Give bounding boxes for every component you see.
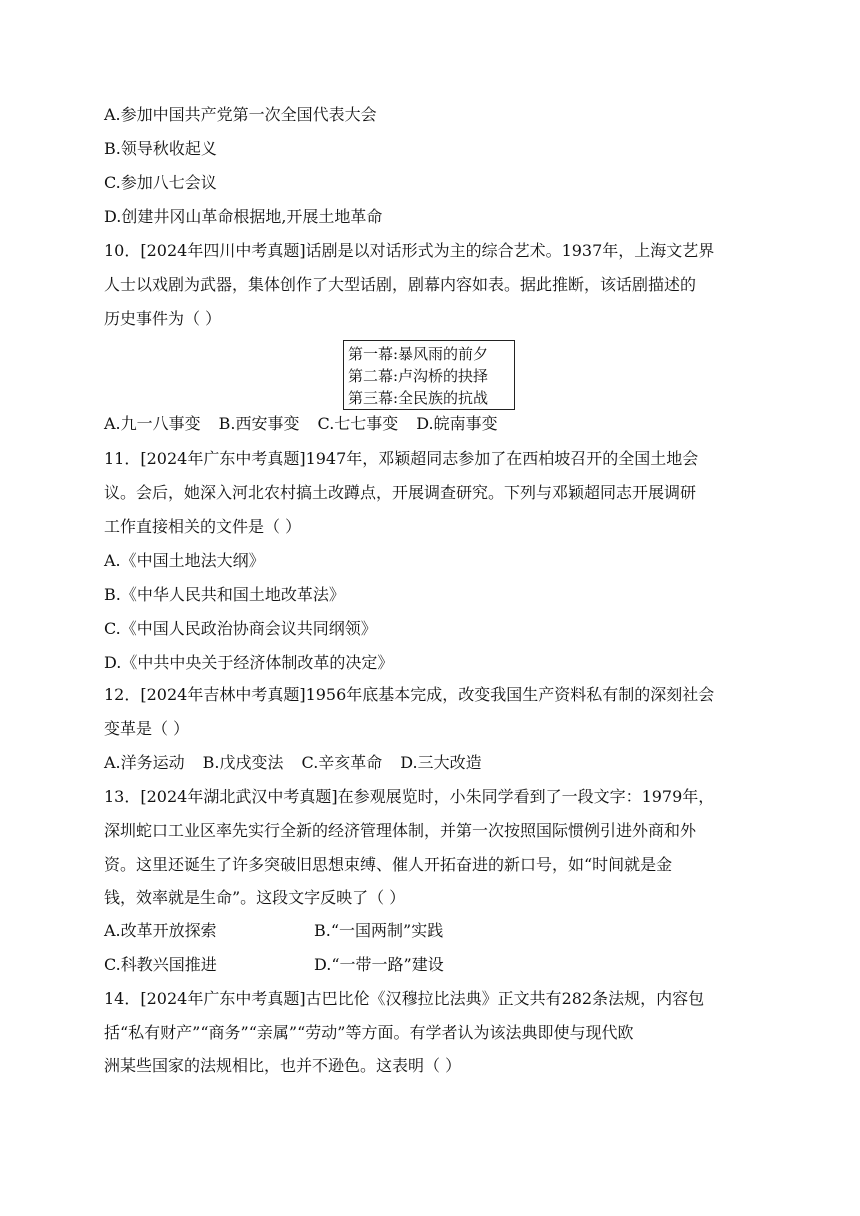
q9-option-d: D.创建井冈山革命根据地,开展土地革命 <box>104 207 383 226</box>
q14-stem-line-2: 括“私有财产”“商务”“亲属”“劳动”等方面。有学者认为该法典即使与现代欧 <box>104 1023 634 1042</box>
q11-option-d: D.《中共中央关于经济体制改革的决定》 <box>104 653 394 672</box>
q13-option-a: A.改革开放探索 <box>104 921 217 940</box>
q11-stem-line-1: 11．[2024年广东中考真题]1947年，邓颖超同志参加了在西柏坡召开的全国土地会 <box>104 449 699 468</box>
q10-stem-line-3: 历史事件为（ ） <box>104 309 222 328</box>
q13-stem-line-1: 13．[2024年湖北武汉中考真题]在参观展览时，小朱同学看到了一段文字：1979年， <box>104 787 715 806</box>
q14-stem-line-3: 洲某些国家的法规相比，也并不逊色。这表明（ ） <box>104 1056 462 1075</box>
q12-option-a: A.洋务运动 <box>104 753 185 772</box>
q12-stem-line-2: 变革是（ ） <box>104 719 190 738</box>
q10-table-row-3: 第三幕:全民族的抗战 <box>348 389 489 407</box>
q10-table-row-1: 第一幕:暴风雨的前夕 <box>348 345 489 363</box>
q14-stem-line-1: 14．[2024年广东中考真题]古巴比伦《汉穆拉比法典》正文共有282条法规，内容包 <box>104 989 705 1008</box>
q12-option-b: B.戊戌变法 <box>202 753 284 772</box>
q9-option-c: C.参加八七会议 <box>104 173 217 192</box>
q12-stem-line-1: 12．[2024年吉林中考真题]1956年底基本完成，改变我国生产资料私有制的深刻社会 <box>104 685 715 704</box>
q10-play-table <box>343 340 515 410</box>
q11-option-c: C.《中国人民政治协商会议共同纲领》 <box>104 619 377 638</box>
q9-option-b: B.领导秋收起义 <box>104 139 217 158</box>
q11-option-b: B.《中华人民共和国土地改革法》 <box>104 585 345 604</box>
q11-stem-line-3: 工作直接相关的文件是（ ） <box>104 517 302 536</box>
q9-option-a: A.参加中国共产党第一次全国代表大会 <box>104 105 377 124</box>
q11-stem-line-2: 议。会后，她深入河北农村搞土改蹲点，开展调查研究。下列与邓颖超同志开展调研 <box>104 483 697 502</box>
q10-option-d: D.皖南事变 <box>416 414 498 433</box>
q10-option-a: A.九一八事变 <box>104 414 201 433</box>
q10-option-b: B.西安事变 <box>218 414 300 433</box>
q13-stem-line-3: 资。这里还诞生了许多突破旧思想束缚、催人开拓奋进的新口号，如“时间就是金 <box>104 855 673 874</box>
q10-option-c: C.七七事变 <box>317 414 399 433</box>
q13-stem-line-2: 深圳蛇口工业区率先实行全新的经济管理体制，并第一次按照国际惯例引进外商和外 <box>104 821 697 840</box>
q11-option-a: A.《中国土地法大纲》 <box>104 551 265 570</box>
q10-stem-line-1: 10．[2024年四川中考真题]话剧是以对话形式为主的综合艺术。1937年，上海文艺界 <box>104 241 715 260</box>
q13-option-c: C.科教兴国推进 <box>104 955 217 974</box>
q12-option-c: C.辛亥革命 <box>301 753 383 772</box>
q10-options <box>104 413 516 435</box>
q12-options <box>104 752 500 774</box>
q10-stem-line-2: 人士以戏剧为武器，集体创作了大型话剧，剧幕内容如表。据此推断，该话剧描述的 <box>104 275 697 294</box>
q13-stem-line-4: 钱，效率就是生命”。这段文字反映了（ ） <box>104 888 406 907</box>
q13-option-d: D.“一带一路”建设 <box>314 955 444 974</box>
q13-option-b: B.“一国两制”实践 <box>314 921 444 940</box>
q10-table-row-2: 第二幕:卢沟桥的抉择 <box>348 367 489 385</box>
q12-option-d: D.三大改造 <box>400 753 482 772</box>
